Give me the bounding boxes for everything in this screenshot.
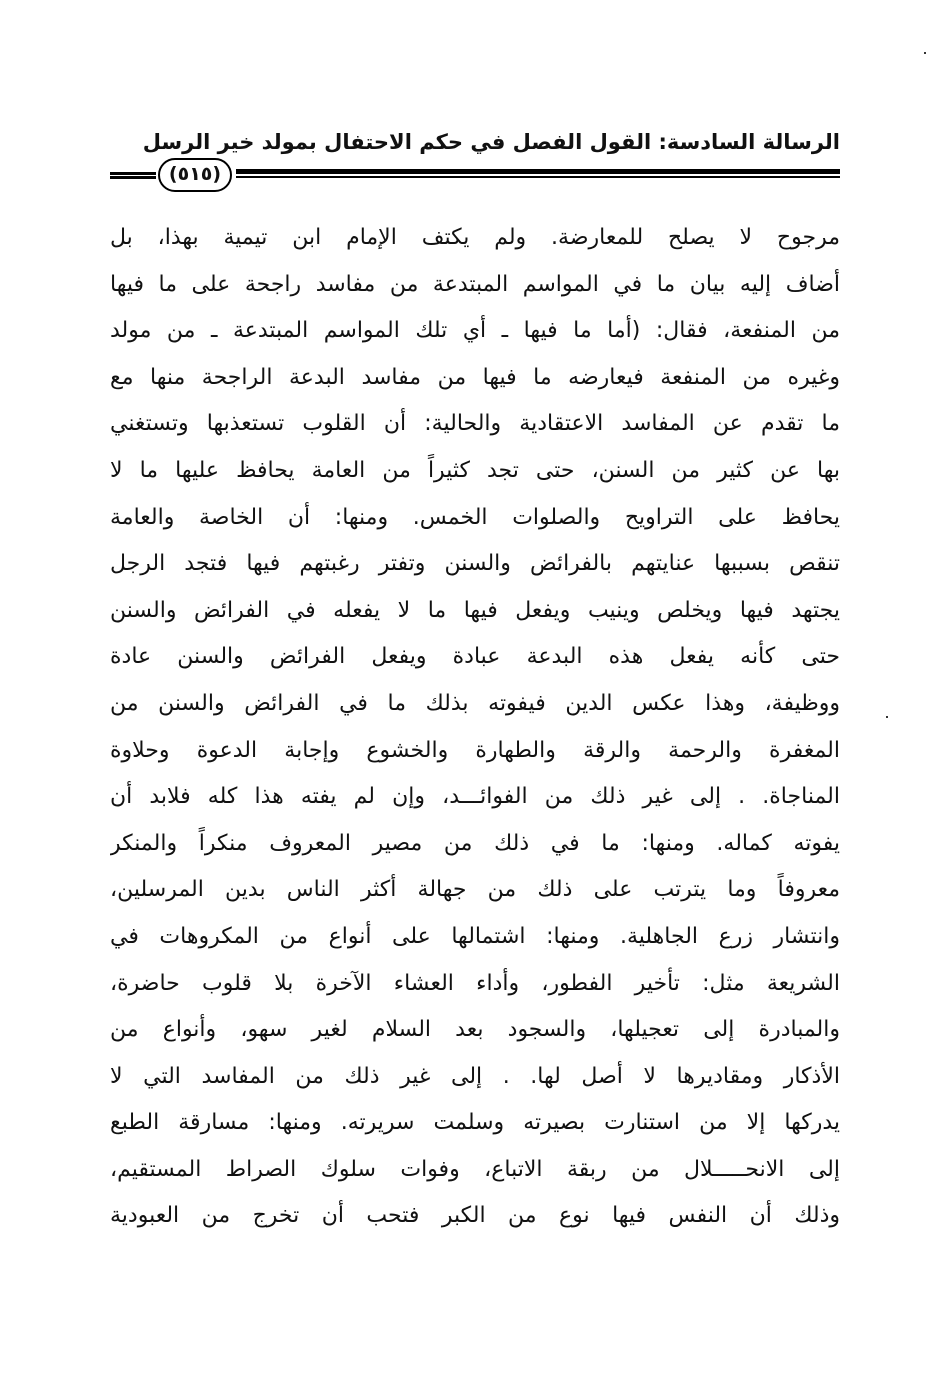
text-line: وذلك أن النفس فيها نوع من الكبر فتحب أن تخرج من العبودية — [110, 1203, 840, 1229]
text-line: الشريعة مثل: تأخير الفطور، وأداء العشاء الآخرة بلا قلوب حاضرة، — [110, 970, 840, 996]
text-line: ما تقدم عن المفاسد الاعتقادية والحالية: أن القلوب تستعذبها وتستغني — [110, 411, 840, 437]
body-text — [110, 215, 840, 1240]
text-line: المناجاة. . إلى غير ذلك من الفوائـــد، وإن لم يفته هذا كله فلابد أن — [110, 784, 840, 810]
page-number: (٥١٥) — [158, 158, 232, 192]
text-line: معروفاً وما يترتب على ذلك من جهالة أكثر الناس بدين المرسلين، — [110, 877, 840, 903]
text-line: الأذكار ومقاديرها لا أصل لها. . إلى غير ذلك من المفاسد التي لا — [110, 1063, 840, 1089]
text-line: أضاف إليه بيان ما في المواسم المبتدعة من مفاسد راجحة على ما فيها — [110, 271, 840, 297]
page-header — [110, 118, 840, 190]
text-line: المغفرة والرحمة والرقة والطهارة والخشوع وإجابة الدعوة وحلاوة — [110, 737, 840, 763]
text-line: وغيره من المنفعة فيعارضه ما فيها من مفاسد البدعة الراجحة منها مع — [110, 364, 840, 390]
text-line: مرجوح لا يصلح للمعارضة. ولم يكتف الإمام ابن تيمية بهذا، بل — [110, 225, 840, 250]
text-line: وانتشار زرع الجاهلية. ومنها: اشتمالها على أنواع من المكروهات في — [110, 923, 840, 949]
text-line: يحافظ على التراويح والصلوات الخمس. ومنها: أن الخاصة والعامة — [110, 504, 840, 530]
text-line: يفوته كماله. ومنها: ما في ذلك من مصير المعروف منكراً والمنكر — [110, 830, 840, 856]
running-title: الرسالة السادسة: القول الفصل في حكم الاحتفال بمولد خير الرسل — [142, 130, 840, 154]
header-rule-left — [110, 172, 156, 179]
text-line: يدركها إلا من استنارت بصيرته وسلمت سريرته. ومنها: مسارقة الطبع — [110, 1110, 840, 1136]
text-line: بها عن كثير من السنن، حتى تجد كثيراً من العامة يحافظ عليها ما لا — [110, 457, 840, 483]
scan-speck — [924, 52, 926, 54]
text-line: والمبادرة إلى تعجيلها، والسجود بعد السلام لغير سهو، وأنواع من — [110, 1017, 840, 1043]
header-rule-right — [236, 169, 840, 178]
text-line: إلى الانحـــــلال من ربقة الاتباع، وفوات سلوك الصراط المستقيم، — [110, 1156, 840, 1182]
text-line: يجتهد فيها ويخلص وينيب ويفعل فيها ما لا يفعله في الفرائض والسنن — [110, 597, 840, 623]
scan-speck — [886, 716, 888, 718]
text-line: حتى كأنه يفعل هذه البدعة عبادة ويفعل الفرائض والسنن عادة — [110, 644, 840, 670]
text-line: ووظيفة، وهذا عكس الدين فيفوته بذلك ما في الفرائض والسنن من — [110, 690, 840, 716]
text-line: تنقص بسببها عنايتهم بالفرائض والسنن وتفتر رغبتهم فيها فتجد الرجل — [110, 551, 840, 577]
text-line: من المنفعة، فقال: (أما ما فيها ـ أي تلك المواسم المبتدعة ـ من مولد — [110, 318, 840, 344]
